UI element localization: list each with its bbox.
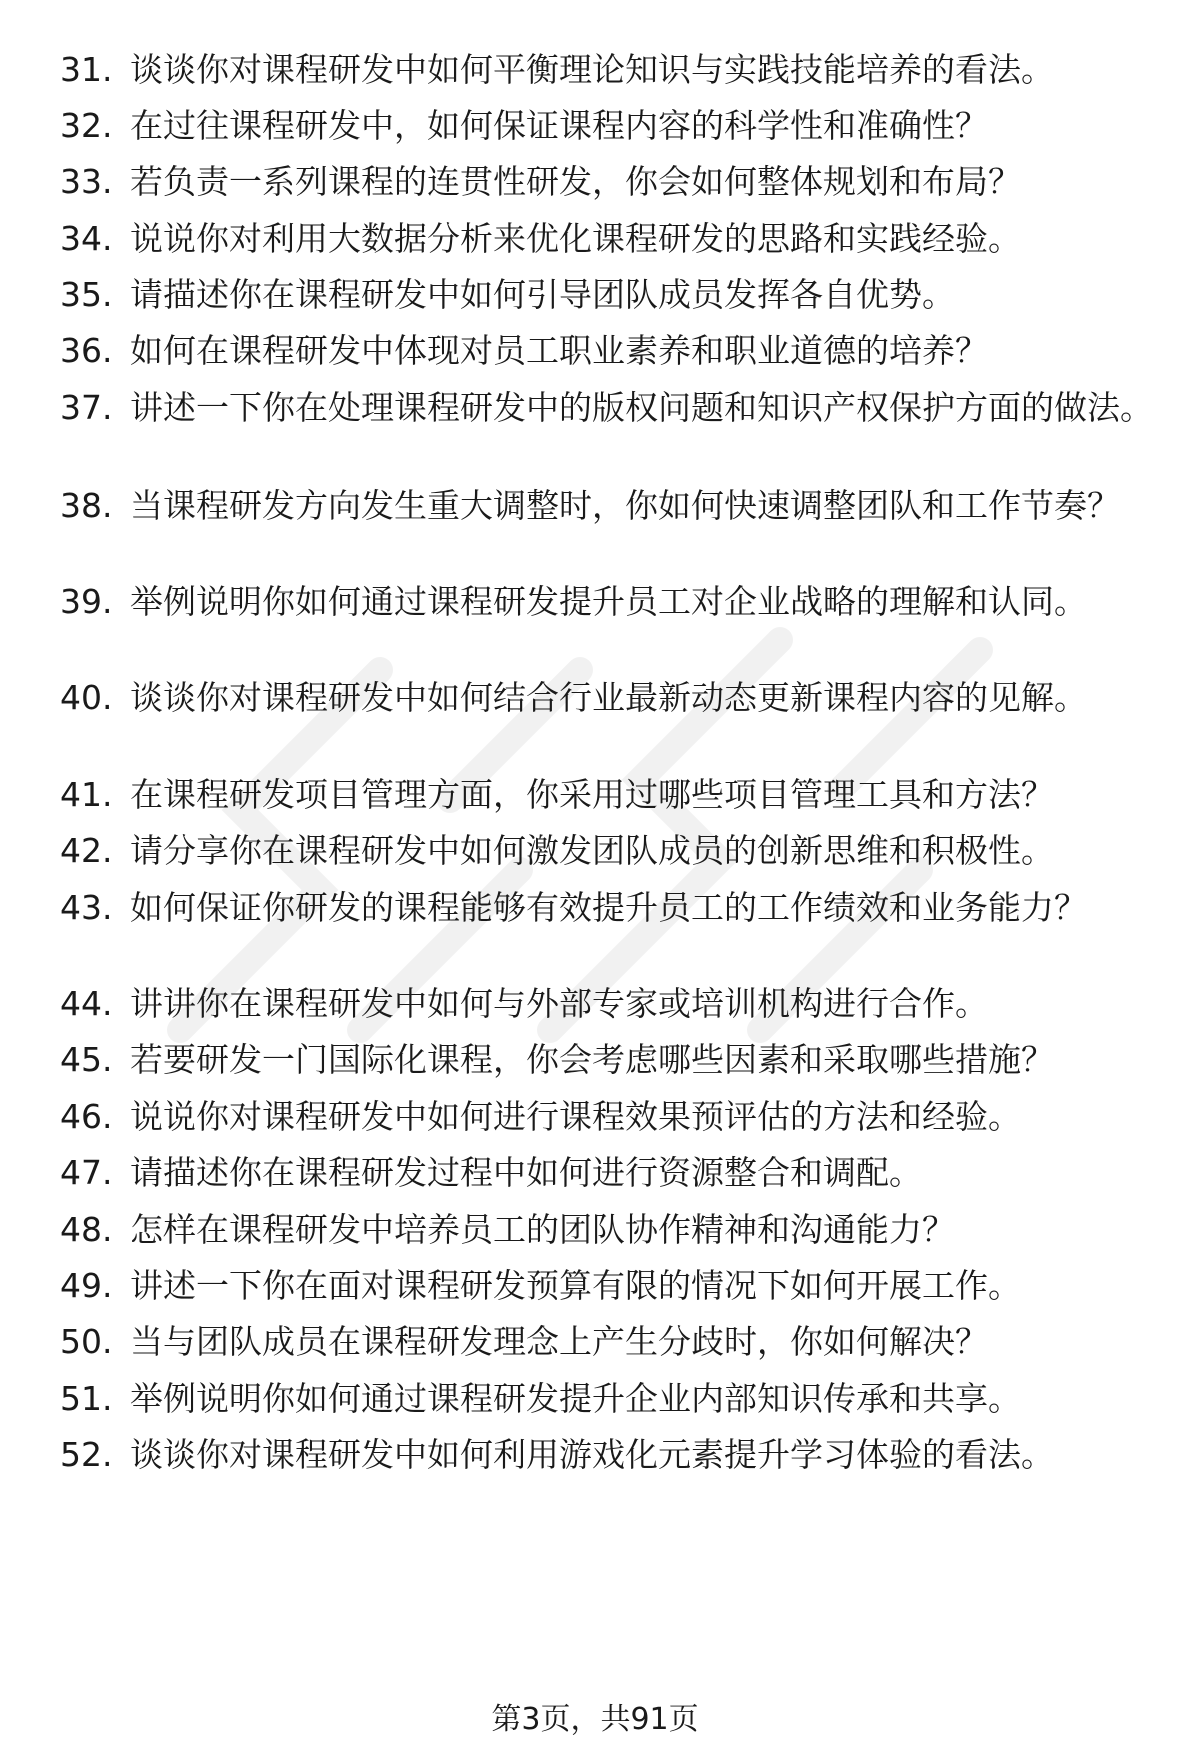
question-number: 49. [60, 1266, 113, 1305]
question-text: 说说你对课程研发中如何进行课程效果预评估的方法和经验。 [130, 1097, 1021, 1136]
question-item [60, 1377, 1160, 1421]
question-item [60, 386, 1160, 430]
question-text: 在课程研发项目管理方面，你采用过哪些项目管理工具和方法？ [130, 775, 1054, 814]
question-item [60, 217, 1160, 261]
question-item [60, 580, 1160, 624]
question-item [60, 104, 1160, 148]
question-number: 33. [60, 162, 113, 201]
question-number: 46. [60, 1097, 113, 1136]
question-item [60, 329, 1160, 373]
question-number: 35. [60, 275, 113, 314]
question-number: 39. [60, 582, 113, 621]
question-text: 谈谈你对课程研发中如何利用游戏化元素提升学习体验的看法。 [130, 1435, 1054, 1474]
question-number: 44. [60, 984, 113, 1023]
question-number: 50. [60, 1322, 113, 1361]
question-number: 41. [60, 775, 113, 814]
question-number: 37. [60, 388, 113, 427]
question-number: 45. [60, 1040, 113, 1079]
question-number: 34. [60, 219, 113, 258]
question-item [60, 676, 1160, 720]
question-text: 谈谈你对课程研发中如何结合行业最新动态更新课程内容的见解。 [130, 678, 1087, 717]
question-item [60, 886, 1160, 930]
question-item [60, 484, 1160, 528]
question-text: 当与团队成员在课程研发理念上产生分歧时，你如何解决？ [130, 1322, 988, 1361]
question-text: 若负责一系列课程的连贯性研发，你会如何整体规划和布局？ [130, 162, 1021, 201]
question-text: 怎样在课程研发中培养员工的团队协作精神和沟通能力？ [130, 1210, 955, 1249]
question-text: 在过往课程研发中，如何保证课程内容的科学性和准确性？ [130, 106, 988, 145]
question-number: 32. [60, 106, 113, 145]
question-text: 请描述你在课程研发过程中如何进行资源整合和调配。 [130, 1153, 922, 1192]
question-text: 讲述一下你在处理课程研发中的版权问题和知识产权保护方面的做法。 [130, 388, 1153, 427]
question-number: 40. [60, 678, 113, 717]
question-item [60, 1151, 1160, 1195]
question-number: 48. [60, 1210, 113, 1249]
question-item [60, 829, 1160, 873]
question-text: 讲述一下你在面对课程研发预算有限的情况下如何开展工作。 [130, 1266, 1021, 1305]
question-text: 请描述你在课程研发中如何引导团队成员发挥各自优势。 [130, 275, 955, 314]
question-number: 47. [60, 1153, 113, 1192]
question-text: 如何保证你研发的课程能够有效提升员工的工作绩效和业务能力？ [130, 888, 1087, 927]
question-number: 52. [60, 1435, 113, 1474]
question-item [60, 773, 1160, 817]
question-number: 51. [60, 1379, 113, 1418]
question-item [60, 273, 1160, 317]
question-text: 若要研发一门国际化课程，你会考虑哪些因素和采取哪些措施？ [130, 1040, 1054, 1079]
question-text: 说说你对利用大数据分析来优化课程研发的思路和实践经验。 [130, 219, 1021, 258]
question-number: 36. [60, 331, 113, 370]
question-item [60, 1264, 1160, 1308]
question-item [60, 1320, 1160, 1364]
question-number: 43. [60, 888, 113, 927]
question-item [60, 1208, 1160, 1252]
question-text: 举例说明你如何通过课程研发提升员工对企业战略的理解和认同。 [130, 582, 1087, 621]
question-item [60, 1433, 1160, 1477]
question-text: 如何在课程研发中体现对员工职业素养和职业道德的培养？ [130, 331, 988, 370]
question-text: 举例说明你如何通过课程研发提升企业内部知识传承和共享。 [130, 1379, 1021, 1418]
question-text: 请分享你在课程研发中如何激发团队成员的创新思维和积极性。 [130, 831, 1054, 870]
question-item [60, 48, 1160, 92]
question-number: 38. [60, 486, 113, 525]
question-item [60, 982, 1160, 1026]
question-text: 当课程研发方向发生重大调整时，你如何快速调整团队和工作节奏？ [130, 486, 1120, 525]
question-item [60, 160, 1160, 204]
page-footer: 第3页，共91页 [491, 1702, 699, 1737]
question-number: 42. [60, 831, 113, 870]
question-item [60, 1038, 1160, 1082]
question-number: 31. [60, 50, 113, 89]
question-item [60, 1095, 1160, 1139]
question-text: 谈谈你对课程研发中如何平衡理论知识与实践技能培养的看法。 [130, 50, 1054, 89]
question-text: 讲讲你在课程研发中如何与外部专家或培训机构进行合作。 [130, 984, 988, 1023]
